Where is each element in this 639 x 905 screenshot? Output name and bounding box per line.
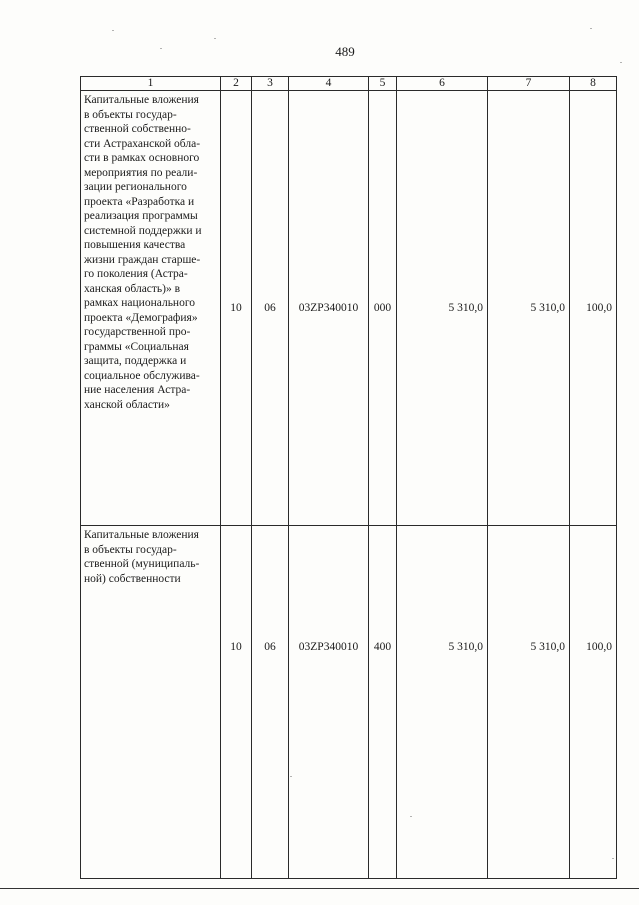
cell-section: 10 <box>221 526 252 879</box>
description-line: сти в рамках основного <box>84 152 200 164</box>
cell-target-article: 03ZP340010 <box>289 526 369 879</box>
description-line: ханской области» <box>84 398 170 411</box>
description-line: Капитальные вложения <box>84 529 199 541</box>
row-description <box>81 526 221 879</box>
column-header: 6 <box>397 77 488 91</box>
column-header: 5 <box>369 77 397 91</box>
description-line: ханская область)» в <box>84 282 181 295</box>
description-line: сти Астраханской обла- <box>84 137 201 150</box>
description-line: в объекты государ- <box>84 543 177 556</box>
description-line: в объекты государ- <box>84 108 177 121</box>
scan-speck <box>612 858 614 859</box>
description-line: реализация программы <box>84 210 198 222</box>
table-row <box>81 526 617 879</box>
cell-target-article: 03ZP340010 <box>289 91 369 526</box>
cell-percent-col8: 100,0 <box>570 526 617 879</box>
description-line: проекта «Демография» <box>84 311 198 324</box>
scan-speck <box>620 62 622 63</box>
description-line: защита, поддержка и <box>84 355 187 367</box>
cell-amount-col7: 5 310,0 <box>488 526 570 879</box>
description-line: мероприятия по реали- <box>84 166 198 179</box>
column-header: 3 <box>252 77 289 91</box>
column-header: 1 <box>81 77 221 91</box>
description-line: системной поддержки и <box>84 224 202 237</box>
description-line: проекта «Разработка и <box>84 195 195 208</box>
scan-speck <box>160 48 162 49</box>
scan-speck <box>590 28 592 29</box>
description-line: государственной про- <box>84 326 191 338</box>
cell-amount-col7: 5 310,0 <box>488 91 570 526</box>
scan-speck <box>214 38 216 39</box>
description-line: ственной собственно- <box>84 123 191 135</box>
row-description <box>81 91 221 526</box>
description-line: ственной (муниципаль- <box>84 558 200 570</box>
cell-amount-col6: 5 310,0 <box>397 526 488 879</box>
column-header: 4 <box>289 77 369 91</box>
description-line: социальное обслужива- <box>84 369 200 382</box>
page-number: 489 <box>335 44 355 59</box>
column-header: 8 <box>570 77 617 91</box>
scan-speck <box>112 30 114 31</box>
description-line: ной) собственности <box>84 572 181 585</box>
scan-speck <box>410 816 412 817</box>
column-header: 2 <box>221 77 252 91</box>
cell-subsection: 06 <box>252 91 289 526</box>
budget-table <box>80 76 617 879</box>
page-bottom-rule <box>0 888 639 889</box>
cell-subsection: 06 <box>252 526 289 879</box>
scan-speck <box>290 776 292 777</box>
description-line: Капитальные вложения <box>84 94 199 106</box>
cell-expense-type: 400 <box>369 526 397 879</box>
description-line: рамках национального <box>84 297 196 309</box>
description-line: ние населения Астра- <box>84 384 191 396</box>
cell-amount-col6: 5 310,0 <box>397 91 488 526</box>
description-line: повышения качества <box>84 239 186 251</box>
description-line: граммы «Социальная <box>84 340 189 353</box>
cell-percent-col8: 100,0 <box>570 91 617 526</box>
description-line: жизни граждан старше- <box>84 253 201 266</box>
cell-expense-type: 000 <box>369 91 397 526</box>
description-line: зации регионального <box>84 181 187 193</box>
column-header: 7 <box>488 77 570 91</box>
table-header-row <box>81 77 617 91</box>
table-row <box>81 91 617 526</box>
cell-section: 10 <box>221 91 252 526</box>
description-line: го поколения (Астра- <box>84 268 188 280</box>
